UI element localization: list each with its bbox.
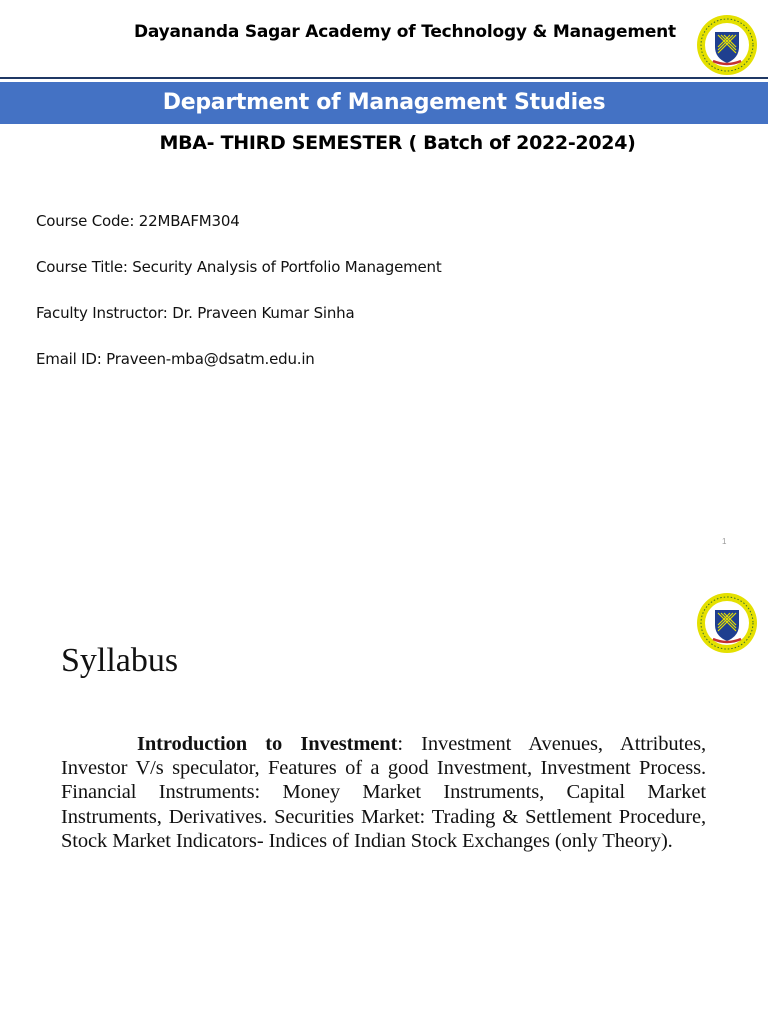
institution-name: Dayananda Sagar Academy of Technology & Management <box>133 22 676 42</box>
page-number: 1 <box>722 537 727 546</box>
faculty-instructor: Faculty Instructor: Dr. Praveen Kumar Sinha <box>36 304 355 322</box>
course-title: Course Title: Security Analysis of Portfolio Management <box>36 258 442 276</box>
syllabus-title: Syllabus <box>61 642 179 679</box>
slide-separator <box>0 562 768 570</box>
course-code: Course Code: 22MBAFM304 <box>36 212 240 230</box>
department-banner: Department of Management Studies <box>0 82 768 124</box>
institution-crest-icon <box>696 14 758 76</box>
syllabus-heading: Introduction to Investment <box>137 733 398 755</box>
syllabus-paragraph <box>61 732 706 853</box>
syllabus-body-text: : Investment Avenues, Attributes, Investor V/s speculator, Features of a good Investment, Investment Process. Financial Instruments: Money Market Instruments, Capital Market Instruments, Derivatives. Securities Market: Trading & Settlement Procedure, Stock Market Indicators- Indices of Indian Stock Exchanges (only Theory). <box>61 733 707 852</box>
semester-title: MBA- THIRD SEMESTER ( Batch of 2022-2024) <box>159 132 636 154</box>
header-rule <box>0 77 768 79</box>
email-id: Email ID: Praveen-mba@dsatm.edu.in <box>36 350 315 368</box>
syllabus-slide <box>0 572 768 1024</box>
institution-crest-icon <box>696 592 758 654</box>
